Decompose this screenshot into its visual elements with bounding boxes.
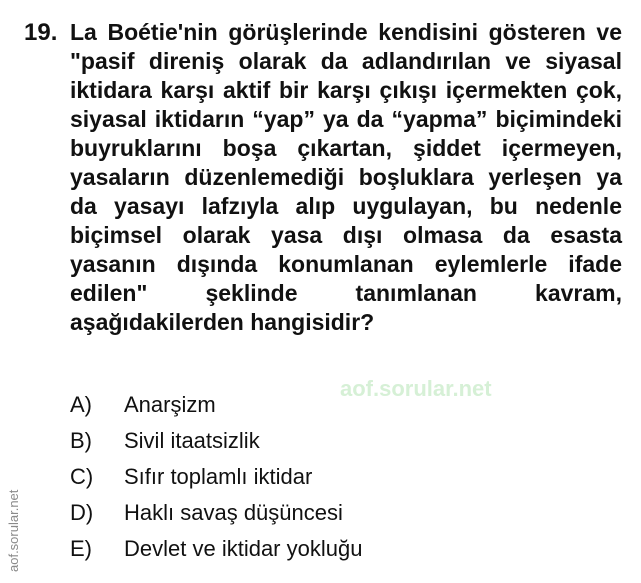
question-number: 19. <box>24 19 58 46</box>
option-text: Devlet ve iktidar yokluğu <box>124 536 363 561</box>
option-a[interactable] <box>70 387 550 423</box>
question-text: La Boétie'nin görüşlerinde kendisini gösteren ve "pasif direniş olarak da adlandırılan ve siyasal iktidara karşı aktif bir karşı çıkışı içermekten çok, siyasal iktidarın “yap” ya da “yapma” biçimindeki buyruklarını boşa çıkartan, şiddet içermeyen, yasaların düzenlemediği boşluklara yerleşen ya da yasayı lafzıyla alıp uygulayan, bu nedenle biçimsel olarak yasa dışı olmasa da esasta yasanın dışında konumlanan eylemlerle ifade edilen" şeklinde tanımlanan kavram, aşağıdakilerden hangisidir? <box>70 19 622 335</box>
option-text: Haklı savaş düşüncesi <box>124 500 343 525</box>
option-e[interactable] <box>70 531 550 567</box>
option-d[interactable] <box>70 495 550 531</box>
answer-options <box>70 387 550 567</box>
option-text: Anarşizm <box>124 392 216 417</box>
option-letter: B) <box>70 428 92 453</box>
option-text: Sivil itaatsizlik <box>124 428 260 453</box>
watermark-side: aof.sorular.net <box>6 489 21 572</box>
option-letter: D) <box>70 500 94 525</box>
option-letter: A) <box>70 392 92 417</box>
option-b[interactable] <box>70 423 550 459</box>
option-letter: E) <box>70 536 92 561</box>
option-letter: C) <box>70 464 94 489</box>
option-c[interactable] <box>70 459 550 495</box>
option-text: Sıfır toplamlı iktidar <box>124 464 313 489</box>
watermark-center: aof.sorular.net <box>340 376 492 401</box>
